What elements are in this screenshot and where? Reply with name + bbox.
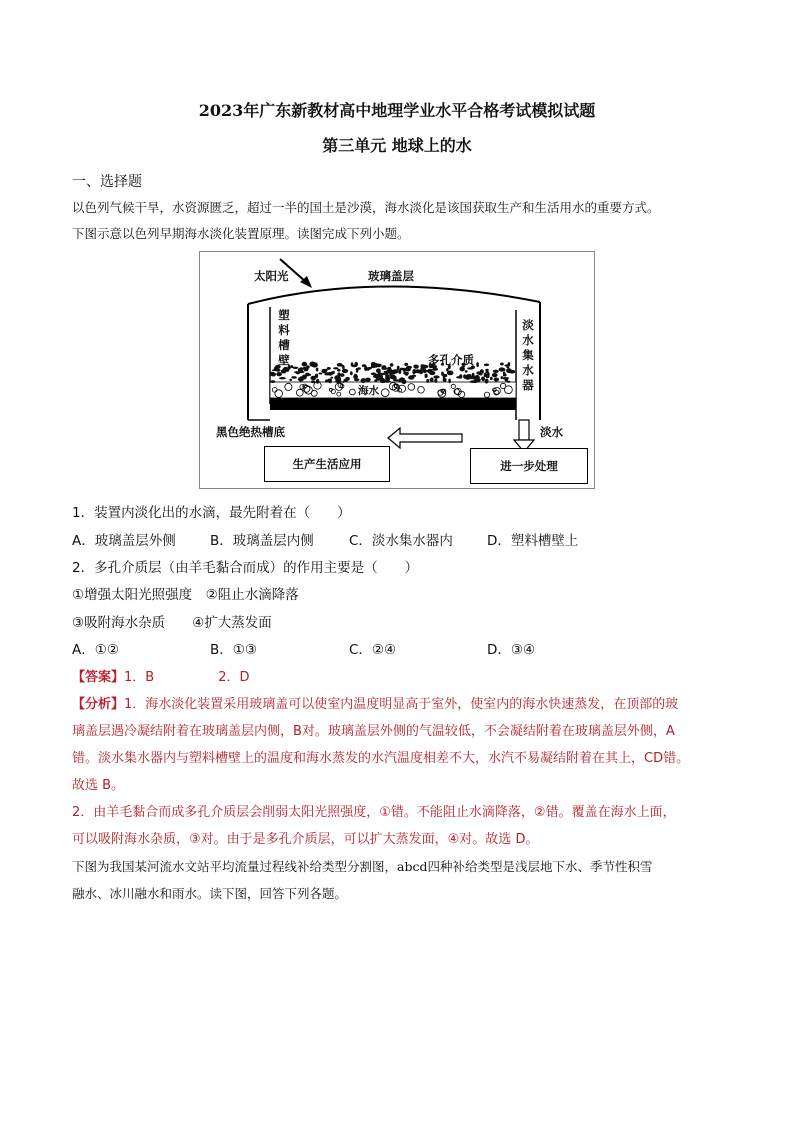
porous-medium-dot <box>476 371 482 374</box>
porous-medium-dot <box>371 362 376 367</box>
porous-medium-dot <box>485 379 489 384</box>
intro2-line1: 下图为我国某河流水文站平均流量过程线补给类型分割图，abcd四种补给类型是浅层地下水、季节性积雪 <box>72 859 653 874</box>
porous-medium-dot <box>397 366 400 371</box>
porous-medium-dot <box>319 373 323 375</box>
porous-medium-dot <box>426 379 429 383</box>
porous-medium-dot <box>309 362 315 367</box>
porous-medium-dot <box>276 372 282 376</box>
intro2-line2: 融水、冰川融水和雨水。读下图，回答下列各题。 <box>72 886 348 901</box>
q2-option-b: B．①③ <box>210 642 257 658</box>
porous-medium-dot <box>298 377 304 382</box>
porous-medium-dot <box>494 378 500 382</box>
q1-option-a: A．玻璃盖层外侧 <box>72 533 176 549</box>
porous-medium-dot <box>425 374 428 379</box>
porous-medium-dot <box>493 370 499 373</box>
box-further-processing: 进一步处理 <box>470 448 588 484</box>
analysis-p1-line2: 璃盖层遇冷凝结附着在玻璃盖层内侧，B对。玻璃盖层外侧的气温较低，不会凝结附着在玻璃盖层外侧，A <box>72 724 675 739</box>
porous-medium-dot <box>393 379 400 381</box>
porous-medium-dot <box>413 365 418 369</box>
page-title: 2023年广东新教材高中地理学业水平合格考试模拟试题 <box>198 101 596 120</box>
porous-medium-dot <box>383 372 388 374</box>
porous-medium-dot <box>447 371 454 376</box>
porous-medium-dot <box>330 377 333 379</box>
porous-medium-dot <box>294 371 300 373</box>
label-collector: 淡水集水器 <box>522 318 534 392</box>
porous-medium-dot <box>353 374 358 379</box>
porous-medium-dot <box>507 381 511 383</box>
q1-stem: 1．装置内淡化出的水滴，最先附着在（ ） <box>72 505 351 521</box>
porous-medium-dot <box>509 370 516 374</box>
analysis-p1-line1 <box>72 693 678 712</box>
porous-medium-dot <box>291 376 297 379</box>
porous-medium-dot <box>342 366 344 370</box>
porous-medium-dot <box>373 376 379 378</box>
porous-medium-dot <box>481 377 485 382</box>
porous-medium-dot <box>303 367 308 369</box>
porous-medium-dot <box>316 368 319 372</box>
box-production-use: 生产生活应用 <box>264 446 390 482</box>
label-glass-cover: 玻璃盖层 <box>368 269 414 283</box>
porous-medium-dot <box>270 372 276 376</box>
porous-medium-dot <box>325 379 329 382</box>
porous-medium-dot <box>289 379 292 381</box>
porous-medium-dot <box>371 373 374 375</box>
q2-items-line2: ③吸附海水杂质 ④扩大蒸发面 <box>72 615 272 631</box>
porous-medium-dot <box>365 378 371 382</box>
porous-medium-dot <box>403 372 409 375</box>
answer-tag: 【答案】 <box>72 670 125 685</box>
porous-medium-dot <box>432 368 438 371</box>
porous-medium-dot <box>422 370 428 372</box>
label-plastic-wall: 塑料槽壁 <box>278 308 290 367</box>
porous-medium-dot <box>421 365 424 368</box>
porous-medium-dot <box>433 375 439 378</box>
porous-medium-dot <box>443 378 447 382</box>
answer-1: 1．B <box>124 670 155 685</box>
label-sunlight: 太阳光 <box>254 269 289 283</box>
porous-medium-dot <box>476 362 479 367</box>
intro1-line1: 以色列气候干旱，水资源匮乏，超过一半的国土是沙漠，海水淡化是该国获取生产和生活用水的重要方式。 <box>72 200 660 215</box>
q1-option-c: C．淡水集水器内 <box>349 533 453 549</box>
porous-medium-dot <box>404 363 408 366</box>
porous-medium-dot <box>381 380 386 382</box>
porous-medium-dot <box>392 376 397 380</box>
q2-option-d: D．③④ <box>487 642 536 658</box>
porous-medium-dot <box>337 369 341 372</box>
porous-medium-dot <box>456 376 461 378</box>
porous-medium-dot <box>335 377 341 381</box>
label-seawater: 海水 <box>358 385 379 397</box>
porous-medium-dot <box>465 370 468 373</box>
porous-medium-dot <box>381 366 384 369</box>
label-fresh-water: 淡水 <box>540 425 563 439</box>
porous-medium-dot <box>448 379 451 384</box>
porous-medium-dot <box>492 373 498 377</box>
analysis-p1-line3: 错。淡水集水器内与塑料槽壁上的温度和海水蒸发的水汽温度相差不大，水汽不易凝结附着在其上，CD错。 <box>72 751 690 766</box>
porous-medium-dot <box>327 367 331 370</box>
desalination-figure <box>199 251 595 489</box>
porous-medium-dot <box>333 367 339 369</box>
porous-medium-dot <box>345 377 349 381</box>
porous-medium-dot <box>400 368 404 371</box>
porous-medium-dot <box>385 376 390 381</box>
porous-medium-dot <box>308 374 311 376</box>
answer-row <box>72 666 250 685</box>
porous-medium-dot <box>340 373 345 377</box>
porous-medium-dot <box>270 380 275 383</box>
q1-option-d: D．塑料槽壁上 <box>487 533 579 549</box>
porous-medium-dot <box>500 363 504 366</box>
porous-medium-dot <box>485 369 488 372</box>
analysis-tag: 【分析】 <box>72 697 125 712</box>
q1-option-b: B．玻璃盖层内侧 <box>210 533 314 549</box>
analysis-p2-line1: 2．由羊毛黏合而成多孔介质层会削弱太阳光照强度，①错。不能阻止水滴降落，②错。覆盖在海水上面， <box>72 805 676 820</box>
porous-medium-dot <box>408 375 414 379</box>
porous-medium-dot <box>429 379 432 381</box>
porous-medium-dot <box>443 374 446 379</box>
porous-medium-dot <box>419 369 423 374</box>
porous-medium-dot <box>325 372 332 374</box>
q2-stem: 2．多孔介质层（由羊毛黏合而成）的作用主要是（ ） <box>72 560 419 576</box>
porous-medium-dot <box>485 371 489 373</box>
porous-medium-dot <box>434 379 437 383</box>
porous-medium-dot <box>292 367 298 369</box>
porous-medium-dot <box>329 379 332 383</box>
q2-option-c: C．②④ <box>349 642 397 658</box>
porous-medium-dot <box>316 379 319 384</box>
porous-medium-dot <box>503 374 507 377</box>
analysis-p1-line4: 故选 B。 <box>72 778 125 793</box>
porous-medium-dot <box>302 362 308 367</box>
porous-medium-dot <box>279 377 286 379</box>
porous-medium-dot <box>350 371 353 375</box>
label-porous: 多孔介质 <box>428 353 474 367</box>
q2-items-line1: ①增强太阳光照强度 ②阻止水滴降落 <box>72 587 299 603</box>
porous-medium-dot <box>324 369 327 372</box>
q2-option-a: A．①② <box>72 642 119 658</box>
porous-medium-dot <box>484 373 487 377</box>
porous-medium-dot <box>506 366 509 368</box>
porous-medium-dot <box>475 378 481 382</box>
analysis-p2-line2: 可以吸附海水杂质，③对。由于是多孔介质层，可以扩大蒸发面，④对。故选 D。 <box>72 832 539 847</box>
answer-2: 2．D <box>218 670 250 685</box>
porous-medium-dot <box>484 364 489 367</box>
porous-medium-dot <box>311 376 317 380</box>
porous-medium-dot <box>272 369 277 371</box>
porous-medium-dot <box>406 366 412 369</box>
porous-medium-dot <box>354 378 360 381</box>
porous-medium-dot <box>354 362 358 367</box>
porous-medium-dot <box>400 377 404 381</box>
porous-medium-dot <box>412 369 415 374</box>
porous-medium-dot <box>490 377 493 380</box>
porous-medium-dot <box>390 363 394 367</box>
intro1-line2: 下图示意以色列早期海水淡化装置原理。读图完成下列小题。 <box>72 226 410 241</box>
porous-medium-dot <box>366 368 371 370</box>
porous-medium-dot <box>388 369 392 374</box>
section-label: 一、选择题 <box>72 174 142 190</box>
page-subtitle: 第三单元 地球上的水 <box>322 136 472 155</box>
porous-medium-dot <box>299 367 303 372</box>
porous-medium-dot <box>501 376 504 379</box>
porous-medium-dot <box>465 375 471 380</box>
analysis-p1-text1: 1．海水淡化装置采用玻璃盖可以使室内温度明显高于室外，使室内的海水快速蒸发，在顶部的玻 <box>124 697 679 712</box>
porous-medium-dot <box>378 372 380 377</box>
porous-medium-dot <box>358 367 361 370</box>
porous-medium-dot <box>504 364 510 366</box>
label-black-bottom: 黑色绝热槽底 <box>216 425 285 439</box>
porous-medium-dot <box>499 367 505 371</box>
porous-medium-dot <box>472 373 475 377</box>
porous-medium-dot <box>374 379 377 382</box>
porous-medium-dot <box>342 381 344 383</box>
porous-medium-dot <box>337 363 343 367</box>
porous-medium-dot <box>342 369 348 373</box>
